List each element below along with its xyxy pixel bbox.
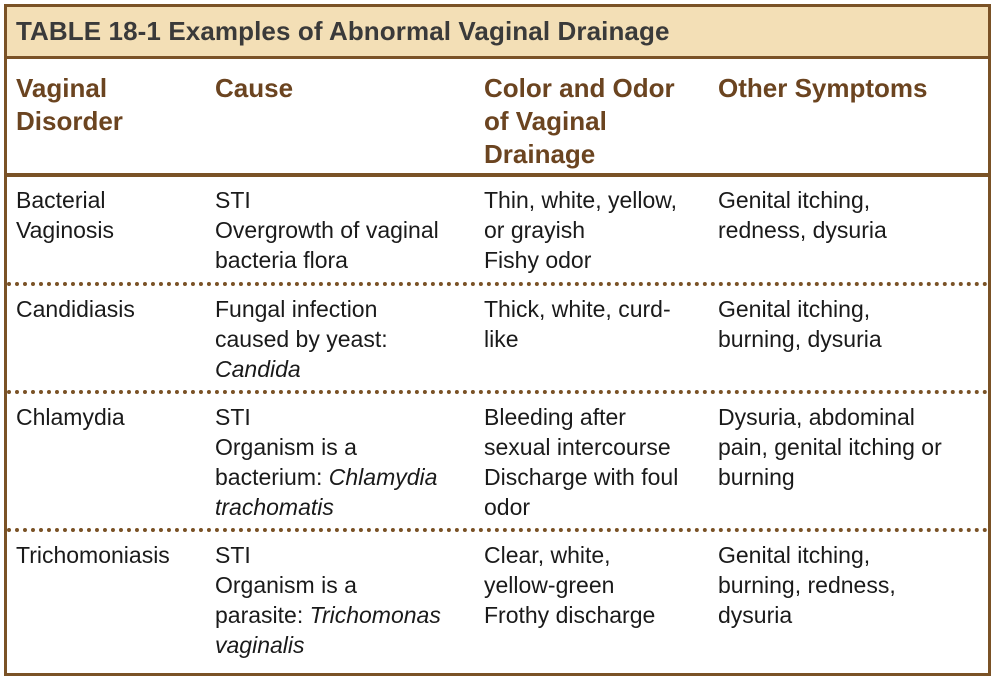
cell-line bbox=[215, 600, 441, 630]
cell-line: sexual intercourse bbox=[484, 434, 671, 460]
header-text: Other Symptoms bbox=[718, 73, 928, 103]
cell-line: Thin, white, yellow, bbox=[484, 187, 678, 213]
cell-line: Fishy odor bbox=[484, 247, 592, 273]
header-text: Drainage bbox=[484, 139, 596, 169]
cell-line: STI bbox=[215, 404, 251, 430]
cell-line-italic: Candida bbox=[215, 356, 301, 382]
header-text: of Vaginal bbox=[484, 106, 607, 136]
cell-disorder bbox=[16, 540, 170, 570]
table-row bbox=[7, 532, 988, 670]
cell-cause bbox=[215, 185, 439, 275]
cell-other-symptoms bbox=[718, 540, 896, 630]
cell-disorder bbox=[16, 294, 135, 324]
cell-color-odor bbox=[484, 294, 671, 354]
cell-other-symptoms bbox=[718, 185, 887, 245]
cell-text: bacterium: bbox=[215, 464, 329, 490]
cell-other-symptoms bbox=[718, 402, 942, 492]
cell-line: STI bbox=[215, 187, 251, 213]
cell-line: odor bbox=[484, 494, 531, 520]
cell-line: or grayish bbox=[484, 217, 585, 243]
cell-cause bbox=[215, 402, 437, 522]
cell-line: Bleeding after bbox=[484, 404, 626, 430]
cell-line: Discharge with foul bbox=[484, 464, 679, 490]
header-cause bbox=[215, 72, 293, 105]
cell-cause bbox=[215, 294, 388, 384]
cell-line: burning bbox=[718, 464, 795, 490]
cell-line: Dysuria, abdominal bbox=[718, 404, 915, 430]
cell-line: Genital itching, bbox=[718, 296, 871, 322]
header-other-symptoms bbox=[718, 72, 928, 105]
table-title: TABLE 18-1 Examples of Abnormal Vaginal Drainage bbox=[7, 7, 988, 59]
cell-line bbox=[215, 462, 437, 492]
cell-disorder bbox=[16, 185, 114, 245]
cell-line: STI bbox=[215, 542, 251, 568]
table-row bbox=[7, 394, 988, 532]
table-row bbox=[7, 177, 988, 286]
cell-line: Genital itching, bbox=[718, 187, 871, 213]
cell-line: burning, dysuria bbox=[718, 326, 882, 352]
table-header-row bbox=[7, 59, 988, 177]
abnormal-vaginal-drainage-table bbox=[4, 4, 991, 676]
cell-line: Chlamydia bbox=[16, 404, 125, 430]
cell-line: caused by yeast: bbox=[215, 326, 388, 352]
cell-line: Candidiasis bbox=[16, 296, 135, 322]
cell-color-odor bbox=[484, 540, 655, 630]
cell-line: pain, genital itching or bbox=[718, 434, 942, 460]
header-text: Cause bbox=[215, 73, 294, 103]
header-text: Color and Odor bbox=[484, 73, 675, 103]
cell-line: redness, dysuria bbox=[718, 217, 887, 243]
table-row bbox=[7, 286, 988, 394]
cell-line: bacteria flora bbox=[215, 247, 348, 273]
cell-line: Thick, white, curd- bbox=[484, 296, 671, 322]
cell-line-italic: trachomatis bbox=[215, 494, 334, 520]
cell-other-symptoms bbox=[718, 294, 882, 354]
header-vaginal-disorder bbox=[16, 72, 123, 138]
cell-disorder bbox=[16, 402, 125, 432]
header-color-odor bbox=[484, 72, 675, 171]
cell-line: Overgrowth of vaginal bbox=[215, 217, 439, 243]
cell-line: burning, redness, bbox=[718, 572, 896, 598]
header-text: Vaginal bbox=[16, 73, 108, 103]
header-text: Disorder bbox=[16, 106, 123, 136]
cell-line-italic: vaginalis bbox=[215, 632, 305, 658]
cell-line: Organism is a bbox=[215, 434, 357, 460]
cell-line: Trichomoniasis bbox=[16, 542, 170, 568]
cell-line: Frothy discharge bbox=[484, 602, 656, 628]
cell-line: Organism is a bbox=[215, 572, 357, 598]
cell-line: dysuria bbox=[718, 602, 793, 628]
cell-line: Vaginosis bbox=[16, 217, 115, 243]
cell-color-odor bbox=[484, 185, 677, 275]
cell-line: Fungal infection bbox=[215, 296, 378, 322]
cell-line: yellow-green bbox=[484, 572, 615, 598]
cell-line: Clear, white, bbox=[484, 542, 611, 568]
cell-line: like bbox=[484, 326, 519, 352]
cell-text-italic: Chlamydia bbox=[328, 464, 438, 490]
cell-text: parasite: bbox=[215, 602, 310, 628]
cell-color-odor bbox=[484, 402, 678, 522]
cell-line: Genital itching, bbox=[718, 542, 871, 568]
cell-cause bbox=[215, 540, 441, 660]
cell-line: Bacterial bbox=[16, 187, 106, 213]
cell-text-italic: Trichomonas bbox=[309, 602, 441, 628]
